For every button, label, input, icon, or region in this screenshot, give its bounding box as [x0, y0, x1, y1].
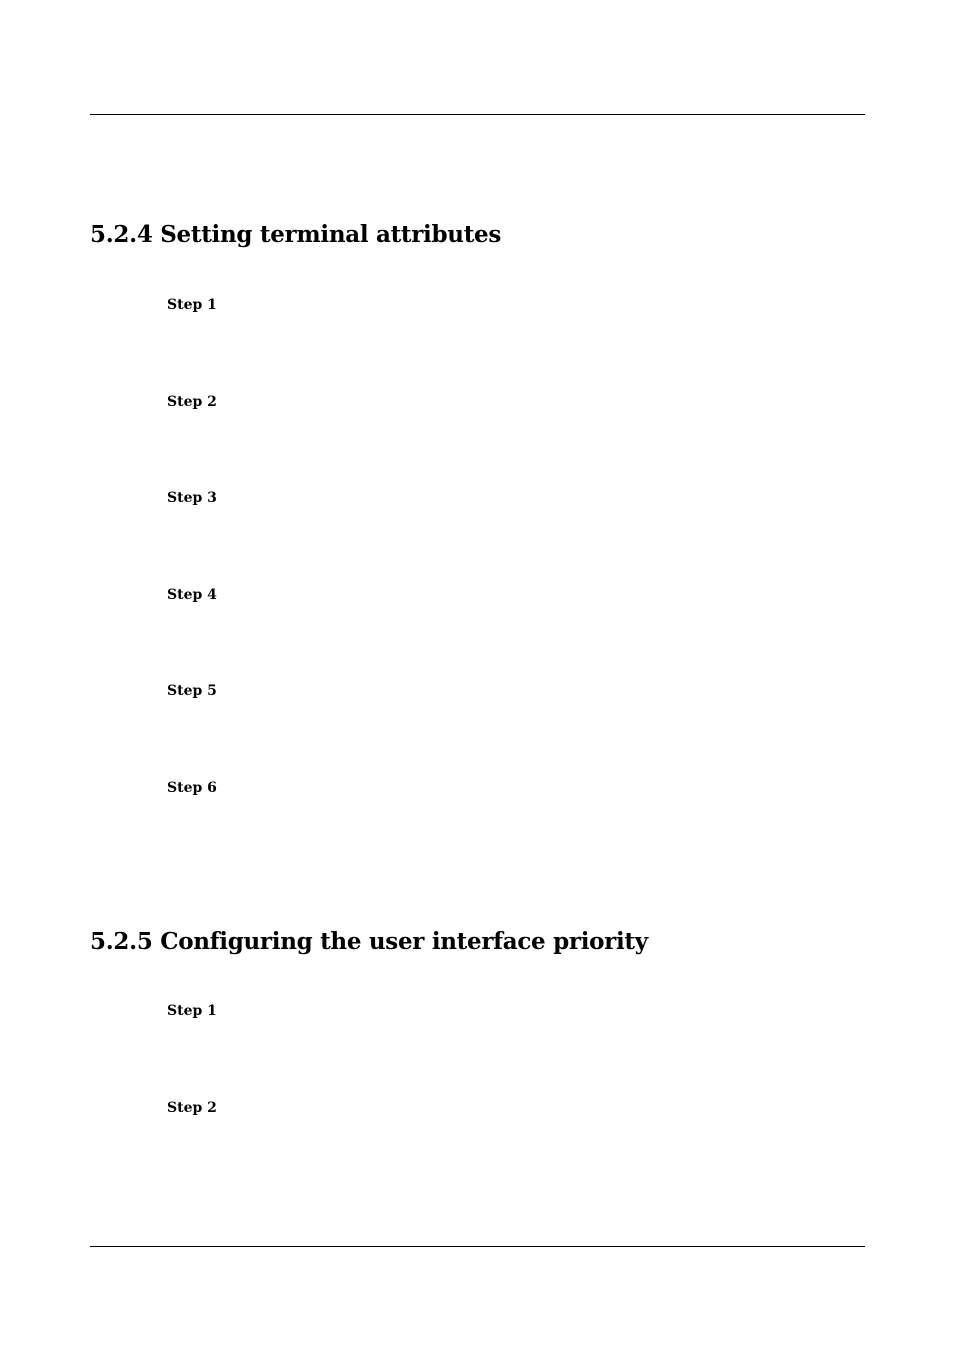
step-label-2: Step 2: [167, 394, 217, 410]
step-label-1: Step 1: [167, 297, 217, 313]
footer-rule: [90, 1246, 865, 1247]
step-label-4: Step 4: [167, 587, 217, 603]
step-label-5: Step 5: [167, 683, 217, 699]
step-label-6: Step 6: [167, 780, 217, 796]
step-label-3: Step 3: [167, 490, 217, 506]
step-label-2: Step 2: [167, 1100, 217, 1116]
step-label-1: Step 1: [167, 1003, 217, 1019]
header-rule: [90, 114, 865, 115]
section-title-5-2-5: 5.2.5 Configuring the user interface priority: [90, 928, 648, 955]
section-title-5-2-4: 5.2.4 Setting terminal attributes: [90, 221, 502, 248]
